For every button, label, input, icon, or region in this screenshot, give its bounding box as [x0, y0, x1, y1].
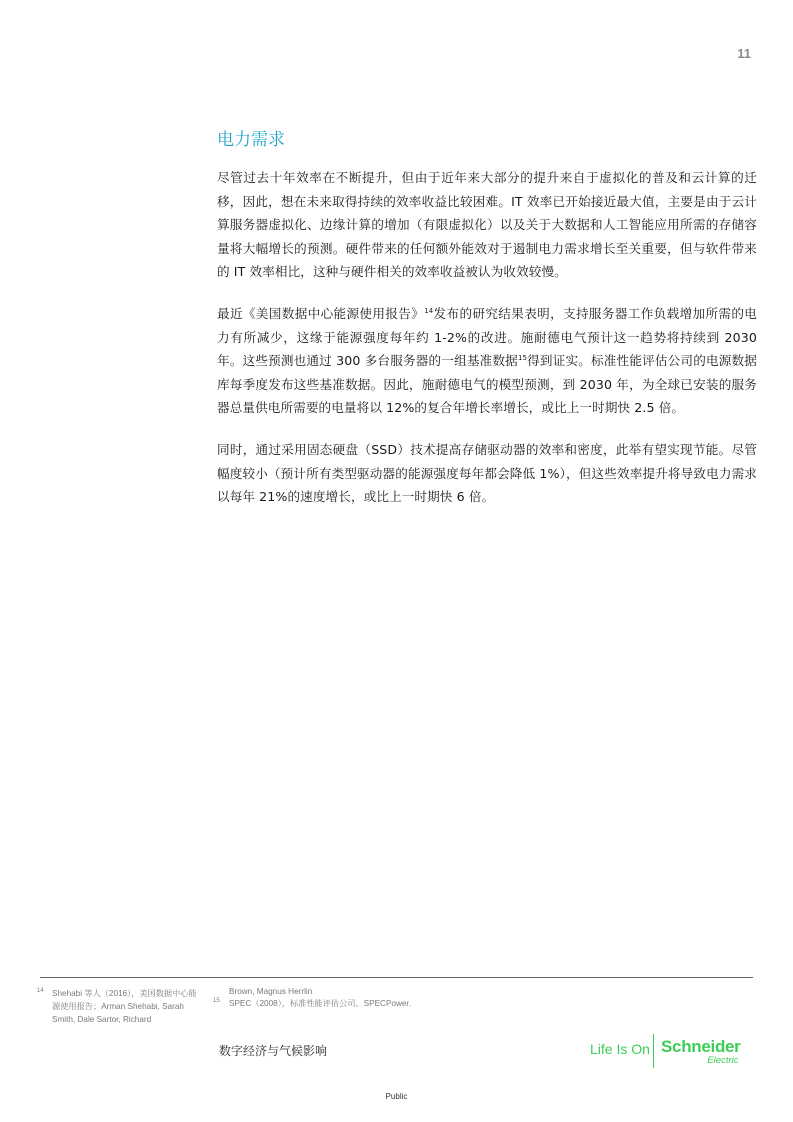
footnote-15-text: SPEC（2008），标准性能评估公司。SPECPower.: [229, 999, 411, 1008]
footnote-ref-14[interactable]: 14: [424, 306, 434, 315]
paragraph-3: 同时，通过采用固态硬盘（SSD）技术提高存储驱动器的效率和密度，此举有望实现节能。尽管幅度较小（预计所有类型驱动器的能源强度每年都会降低 1%），但这些效率提升将导致电力需求以每年 21%的速度增长，或比上一时期快 6 倍。: [217, 441, 757, 505]
classification-label: Public: [385, 1092, 408, 1101]
paragraph-1: 尽管过去十年效率在不断提升，但由于近年来大部分的提升来自于虚拟化的普及和云计算的迁移，因此，想在未来取得持续的效率收益比较困难。IT 效率已开始接近最大值，主要是由于云计算服务器虚拟化、边缘计算的增加（有限虚拟化）以及关于大数据和人工智能应用所需的存储容量将大幅增长的预测。硬件带来的任何额外能效对于遏制电力需求增长至关重要，但与软件带来的 IT 效率相比，这种与硬件相关的效率收益被认为收效较慢。: [217, 170, 757, 280]
logo-divider: [653, 1034, 654, 1068]
logo-brand-sub: Electric: [707, 1055, 739, 1066]
logo-brand-name: Schneider: [661, 1037, 741, 1056]
footnote-15: [213, 997, 411, 1010]
footnote-15-number: 15: [213, 998, 220, 1004]
main-content: [217, 128, 757, 527]
paragraph-2-part-b: 发布的研究结果表明，支持服务器工作负载增加所需的电力有所减少，这缘于能源强度每年约 1-2%的改进。施耐德电气预计这一趋势将持续到 2030 年。这些预测也通过 300 多台服务器的一组基准数据: [217, 305, 758, 369]
schneider-electric-logo: [661, 1038, 741, 1066]
section-title: 电力需求: [217, 130, 285, 150]
paragraph-2: [217, 302, 757, 420]
footnote-14-continuation: Brown, Magnus Herrlin: [229, 987, 313, 996]
footer-document-title: 数字经济与气候影响: [219, 1044, 328, 1058]
footnote-divider: [40, 977, 753, 978]
footnote-14: [37, 987, 202, 1026]
footnote-14-number: 14: [37, 988, 44, 994]
footnote-ref-15[interactable]: 15: [517, 353, 528, 362]
footnote-14-text: Shehabi 等人（2016），美国数据中心能源使用报告；Arman Shehabi, Sarah Smith, Dale Sartor, Richard: [52, 989, 197, 1024]
paragraph-2-part-c: 得到证实。标准性能评估公司的电源数据库每季度发布这些基准数据。因此，施耐德电气的模型预测，到 2030 年，为全球已安装的服务器总量供电所需要的电量将以 12%的复合年增长率增长，或比上一时期快 2.5 倍。: [217, 353, 757, 416]
paragraph-2-part-a: 最近《美国数据中心能源使用报告》: [217, 305, 425, 321]
page-number: 11: [737, 46, 751, 61]
life-is-on-tagline: Life Is On: [590, 1041, 650, 1057]
